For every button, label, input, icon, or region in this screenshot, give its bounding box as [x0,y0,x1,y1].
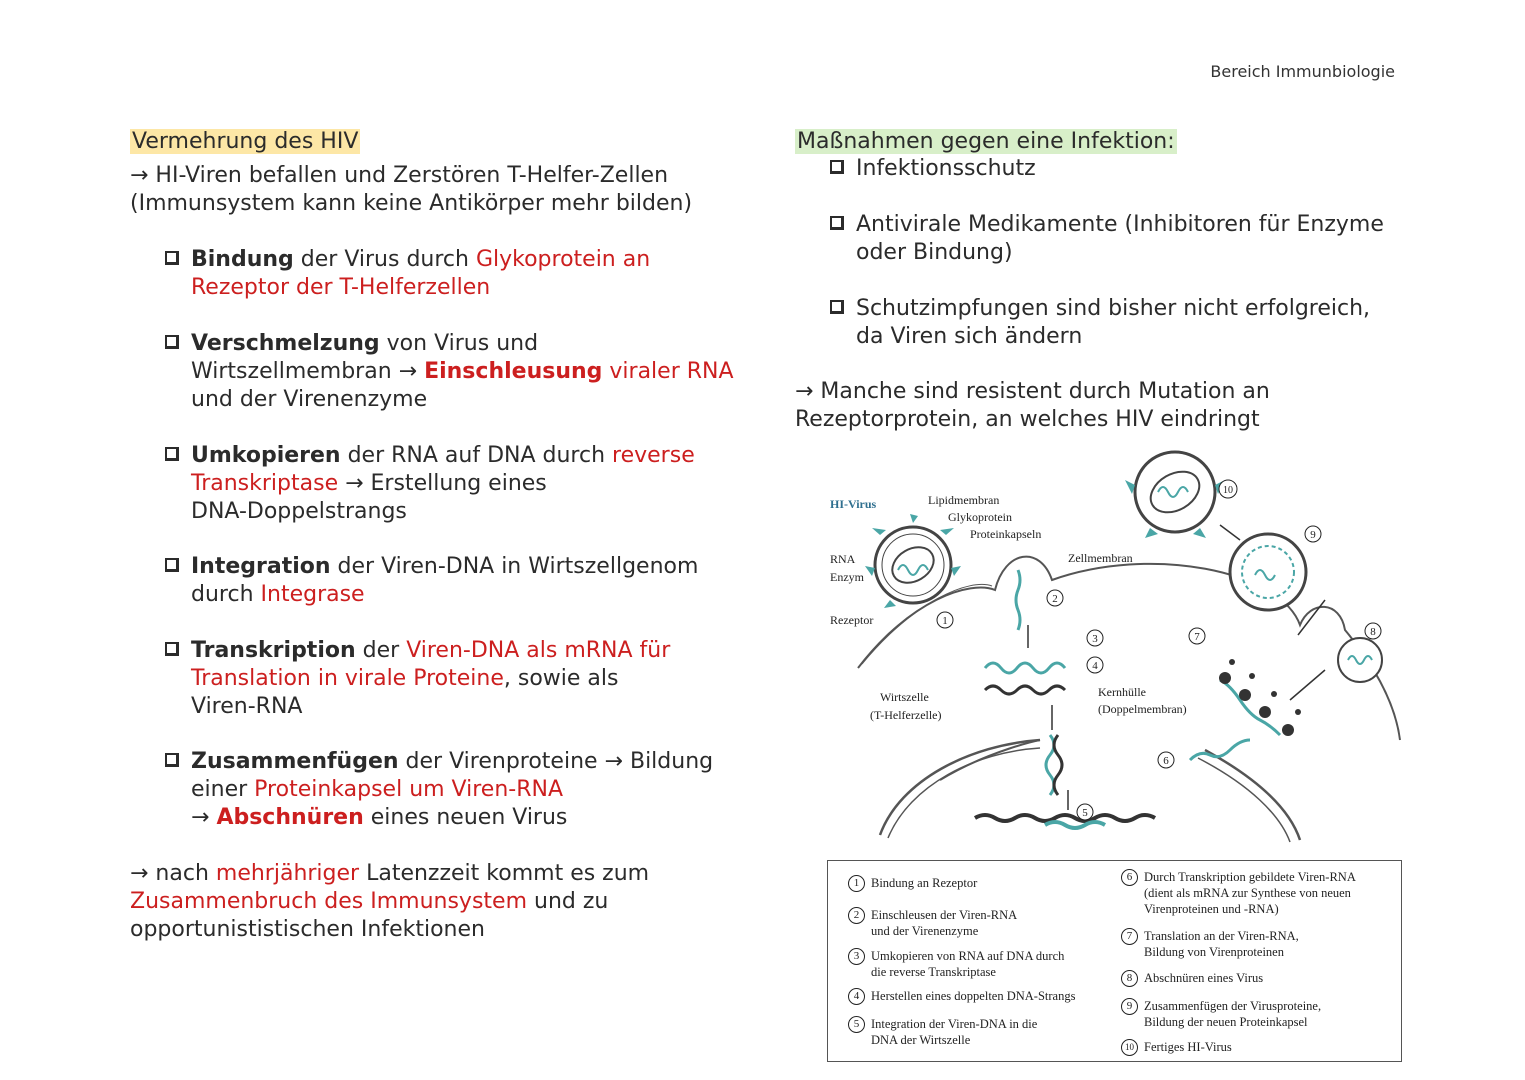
label-zellmembran: Zellmembran [1068,551,1133,565]
checkbox-icon [165,642,179,656]
checkbox-icon [165,447,179,461]
svg-text:4: 4 [1092,660,1098,672]
legend-item-5: 5 Integration der Viren-DNA in die DNA der Wirtszelle [848,1016,1037,1048]
step-marker-7 [1189,628,1205,644]
measure-schutzimpfungen: Schutzimpfungen sind bisher nicht erfolgreich, da Viren sich ändern [830,295,1370,351]
step-marker-1 [937,612,953,628]
svg-text:2: 2 [1052,593,1058,605]
step-zusammenfuegen: Zusammenfügen der Virenproteine → Bildung einer Proteinkapsel um Viren-RNA → Abschnüren eines neuen Virus [165,748,713,832]
legend-item-2: 2 Einschleusen der Viren-RNA und der Virenenzyme [848,907,1017,939]
label-rna: RNA [830,552,856,566]
label-enzym: Enzym [830,570,864,584]
svg-text:6: 6 [1163,755,1169,767]
checkbox-icon [830,300,844,314]
measure-infektionsschutz: Infektionsschutz [830,155,1036,183]
diagram-legend [827,860,1402,1062]
checkbox-icon [165,753,179,767]
label-t-helferzelle: (T-Helferzelle) [870,708,942,722]
svg-text:7: 7 [1194,631,1200,643]
step-umkopieren: Umkopieren der RNA auf DNA durch reverse Transkriptase → Erstellung eines DNA-Doppelstrangs [165,442,695,526]
title-vermehrung: Vermehrung des HIV [132,129,359,154]
legend-item-1: 1 Bindung an Rezeptor [848,875,977,892]
legend-item-8: 8 Abschnüren eines Virus [1121,970,1263,987]
hiv-replication-diagram [820,450,1410,850]
intro-line-2: (Immunsystem kann keine Antikörper mehr bilden) [130,191,693,216]
checkbox-icon [830,160,844,174]
svg-text:8: 8 [1370,626,1376,638]
step-integration: Integration der Viren-DNA in Wirtszellgenom durch Integrase [165,553,698,609]
label-kernhuelle: Kernhülle [1098,685,1146,699]
resistance-note: → Manche sind resistent durch Mutation an Rezeptorprotein, an welches HIV eindringt [795,379,1270,432]
step-transkription: Transkription der Viren-DNA als mRNA für Translation in virale Proteine, sowie als Viren-RNA [165,637,670,721]
checkbox-icon [165,251,179,265]
intro-line-1: → HI-Viren befallen und Zerstören T-Helfer-Zellen [130,163,669,188]
label-rezeptor: Rezeptor [830,613,874,627]
svg-text:9: 9 [1310,529,1316,541]
outro-paragraph: → nach mehrjähriger Latenzzeit kommt es zum Zusammenbruch des Immunsystem und zu opportunististischen Infektionen [130,861,650,942]
label-hiv: HI-Virus [830,497,877,511]
step-verschmelzung: Verschmelzung von Virus und Wirtszellmembran → Einschleusung viraler RNA und der Virenenzyme [165,330,734,414]
step-marker-10 [1219,480,1237,498]
step-marker-9 [1305,526,1321,542]
step-marker-6 [1158,752,1174,768]
step-marker-3 [1087,630,1103,646]
svg-text:3: 3 [1092,633,1098,645]
legend-item-7: 7 Translation an der Viren-RNA, Bildung von Virenproteinen [1121,928,1299,960]
svg-text:5: 5 [1082,807,1088,819]
step-marker-4 [1087,657,1103,673]
label-doppelmembran: (Doppelmembran) [1098,702,1187,716]
svg-text:10: 10 [1223,485,1233,496]
measure-antivirale: Antivirale Medikamente (Inhibitoren für Enzyme oder Bindung) [830,211,1384,267]
legend-item-9: 9 Zusammenfügen der Virusproteine, Bildung der neuen Proteinkapsel [1121,998,1321,1030]
step-marker-2 [1047,590,1063,606]
legend-item-4: 4 Herstellen eines doppelten DNA-Strangs [848,988,1075,1005]
label-kapsel: Proteinkapseln [970,527,1042,541]
label-lipid: Lipidmembran [928,493,1000,507]
step-bindung: Bindung der Virus durch Glykoprotein an Rezeptor der T-Helferzellen [165,246,650,302]
title-massnahmen: Maßnahmen gegen eine Infektion: [797,129,1175,154]
checkbox-icon [165,335,179,349]
svg-text:1: 1 [942,615,948,627]
page-header: Bereich Immunbiologie [1210,62,1395,81]
checkbox-icon [830,216,844,230]
label-glyko: Glykoprotein [948,510,1012,524]
label-wirtszelle: Wirtszelle [880,690,929,704]
checkbox-icon [165,558,179,572]
legend-item-3: 3 Umkopieren von RNA auf DNA durch die reverse Transkriptase [848,948,1064,980]
legend-item-6: 6 Durch Transkription gebildete Viren-RNA (dient als mRNA zur Synthese von neuen Virenproteinen und -RNA) [1121,869,1356,917]
legend-item-10: 10 Fertiges HI-Virus [1121,1039,1232,1056]
step-marker-5 [1077,804,1093,820]
step-marker-8 [1365,623,1381,639]
